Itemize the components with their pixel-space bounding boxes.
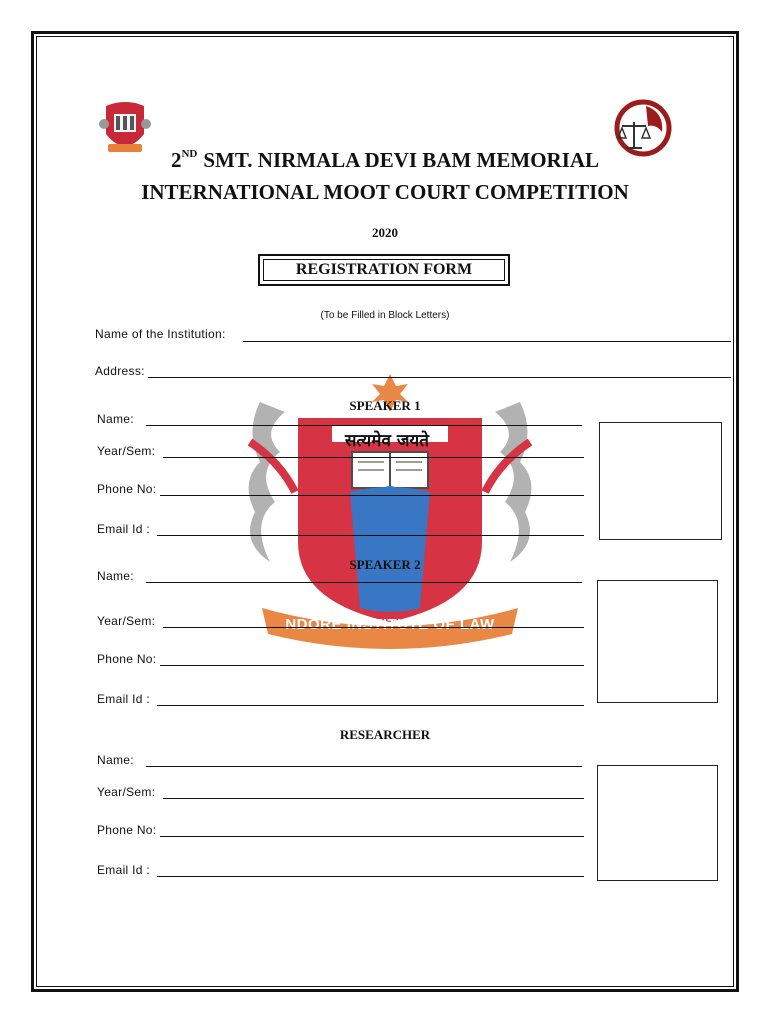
title-ordinal-number: 2	[170, 148, 182, 172]
emblem-motto: सत्यमेव जयते	[345, 431, 429, 451]
competition-year: 2020	[372, 225, 398, 240]
speaker1-heading: SPEAKER 1	[349, 398, 421, 413]
title-line1-text: SMT. NIRMALA DEVI BAM MEMORIAL	[203, 148, 600, 172]
researcher-year-label: Year/Sem:	[97, 785, 156, 799]
researcher-name-field[interactable]	[146, 766, 582, 767]
speaker1-phone-label: Phone No:	[97, 482, 157, 496]
researcher-email-label: Email Id :	[97, 863, 151, 877]
speaker2-heading: SPEAKER 2	[349, 557, 421, 572]
speaker1-email-field[interactable]	[157, 535, 584, 536]
researcher-heading: RESEARCHER	[339, 727, 431, 742]
speaker2-phone-field[interactable]	[160, 665, 584, 666]
speaker1-name-field[interactable]	[146, 425, 582, 426]
registration-form-title-box	[258, 254, 510, 286]
title-ordinal-suffix: ND	[181, 148, 198, 160]
speaker1-name-label: Name:	[97, 412, 134, 426]
page-title-line2: INTERNATIONAL MOOT COURT COMPETITION	[141, 180, 629, 204]
page-title-line1	[0, 148, 770, 173]
emblem-banner-text: NDORE INSTITUTE OF LAW	[285, 616, 495, 633]
institute-emblem-watermark	[240, 372, 540, 652]
speaker2-name-field[interactable]	[146, 582, 582, 583]
institution-name-field[interactable]	[243, 341, 731, 342]
researcher-year-field[interactable]	[163, 798, 584, 799]
registration-form-title: REGISTRATION FORM	[295, 261, 473, 278]
speaker1-year-label: Year/Sem:	[97, 444, 156, 458]
researcher-photo-box[interactable]	[597, 765, 718, 881]
institution-name-label: Name of the Institution:	[95, 327, 226, 341]
researcher-name-label: Name:	[97, 753, 134, 767]
speaker1-year-field[interactable]	[163, 457, 584, 458]
address-label: Address:	[95, 364, 145, 378]
researcher-email-field[interactable]	[157, 876, 584, 877]
speaker2-email-label: Email Id :	[97, 692, 151, 706]
block-letters-note: (To be Filled in Block Letters)	[320, 310, 450, 321]
speaker1-email-label: Email Id :	[97, 522, 151, 536]
speaker2-photo-box[interactable]	[597, 580, 718, 703]
speaker2-phone-label: Phone No:	[97, 652, 157, 666]
address-field[interactable]	[148, 377, 731, 378]
speaker1-phone-field[interactable]	[160, 495, 584, 496]
researcher-phone-label: Phone No:	[97, 823, 157, 837]
speaker2-year-field[interactable]	[163, 627, 584, 628]
speaker2-name-label: Name:	[97, 569, 134, 583]
speaker2-year-label: Year/Sem:	[97, 614, 156, 628]
speaker1-photo-box[interactable]	[599, 422, 722, 540]
researcher-phone-field[interactable]	[160, 836, 584, 837]
speaker2-email-field[interactable]	[157, 705, 584, 706]
